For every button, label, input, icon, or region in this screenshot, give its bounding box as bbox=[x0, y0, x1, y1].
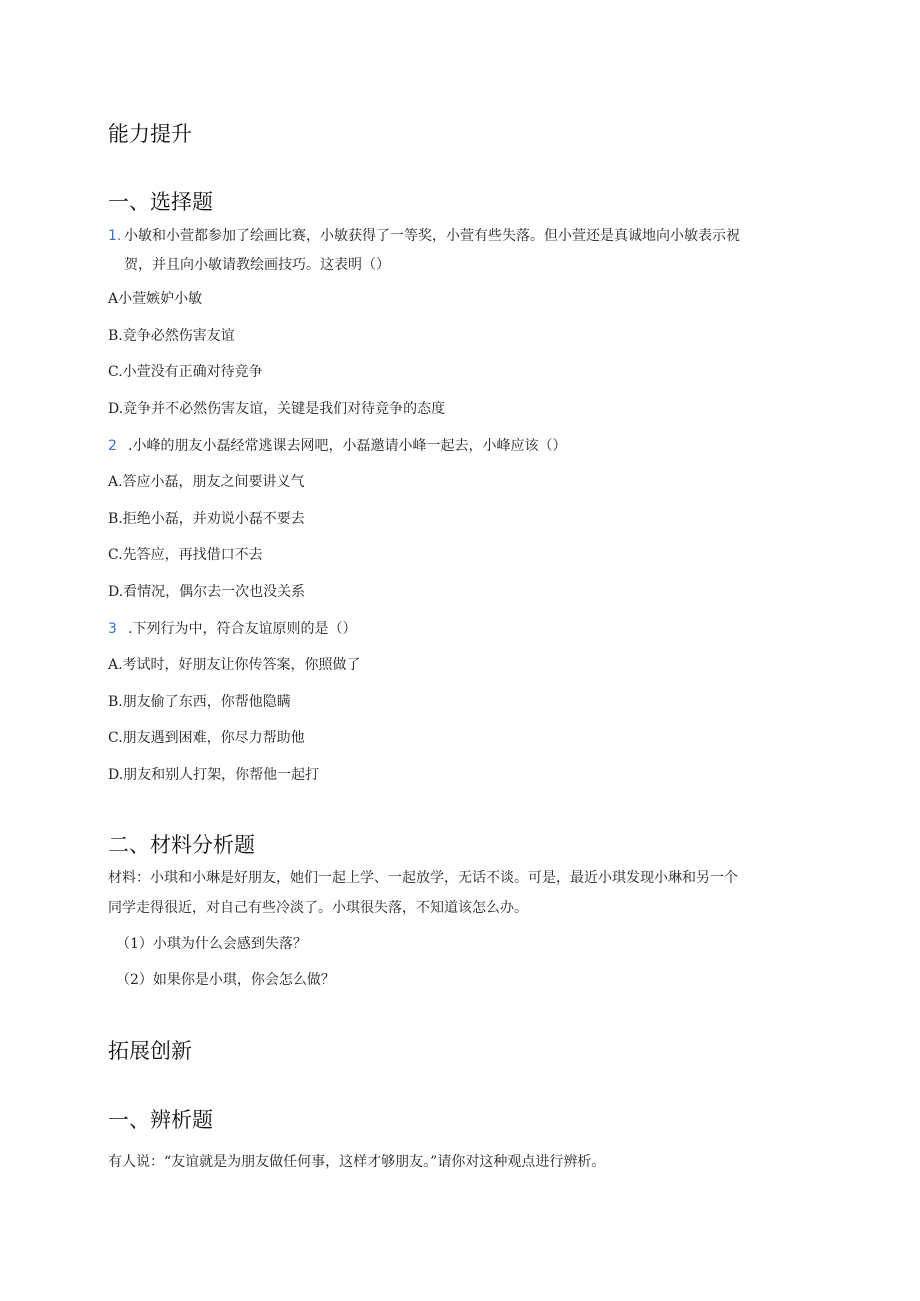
question-3-option-b: B.朋友偷了东西，你帮他隐瞒 bbox=[108, 694, 291, 710]
choice-heading: 一、选择题 bbox=[108, 190, 213, 214]
question-3-number: 3 bbox=[108, 621, 117, 637]
question-2-option-c: C.先答应，再找借口不去 bbox=[108, 547, 263, 563]
section-title-extension: 拓展创新 bbox=[108, 1039, 192, 1063]
material-line2: 同学走得很近，对自己有些冷淡了。小琪很失落，不知道该怎么办。 bbox=[108, 900, 528, 916]
discrimination-heading: 一、辨析题 bbox=[108, 1108, 213, 1132]
question-1-line1: 小敏和小萱都参加了绘画比赛，小敏获得了一等奖，小萱有些失落。但小萱还是真诚地向小敏表示祝 bbox=[124, 228, 740, 244]
question-1-option-a: A小萱嫉妒小敏 bbox=[108, 291, 203, 307]
discrimination-question: 有人说：“友谊就是为朋友做任何事，这样才够朋友。”请你对这种观点进行辨析。 bbox=[108, 1154, 606, 1170]
question-1-option-d: D.竞争并不必然伤害友谊，关键是我们对待竞争的态度 bbox=[108, 401, 446, 417]
question-3-option-a: A.考试时，好朋友让你传答案，你照做了 bbox=[108, 657, 361, 673]
question-2-number: 2 bbox=[108, 438, 117, 454]
question-2-option-a: A.答应小磊，朋友之间要讲义气 bbox=[108, 474, 305, 490]
analysis-heading: 二、材料分析题 bbox=[108, 833, 255, 857]
question-3-option-d: D.朋友和别人打架，你帮他一起打 bbox=[108, 767, 320, 783]
question-3-option-c: C.朋友遇到困难，你尽力帮助他 bbox=[108, 730, 305, 746]
question-1-line2: 贺，并且向小敏请教绘画技巧。这表明（） bbox=[124, 257, 390, 273]
sub-question-1: （1）小琪为什么会感到失落？ bbox=[116, 936, 307, 952]
sub-question-2: （2）如果你是小琪，你会怎么做？ bbox=[116, 972, 335, 988]
question-2-option-d: D.看情况，偶尔去一次也没关系 bbox=[108, 584, 306, 600]
question-1-number: 1. bbox=[108, 228, 122, 244]
question-1-option-b: B.竞争必然伤害友谊 bbox=[108, 328, 235, 344]
question-1-option-c: C.小萱没有正确对待竞争 bbox=[108, 364, 263, 380]
question-3-text: .下列行为中，符合友谊原则的是（） bbox=[128, 621, 357, 637]
section-title-ability: 能力提升 bbox=[108, 122, 192, 146]
question-2-option-b: B.拒绝小磊，并劝说小磊不要去 bbox=[108, 511, 305, 527]
question-2-text: .小峰的朋友小磊经常逃课去网吧，小磊邀请小峰一起去，小峰应该（） bbox=[128, 438, 567, 454]
material-line1: 材料：小琪和小琳是好朋友，她们一起上学、一起放学，无话不谈。可是，最近小琪发现小琳和另一个 bbox=[108, 870, 738, 886]
